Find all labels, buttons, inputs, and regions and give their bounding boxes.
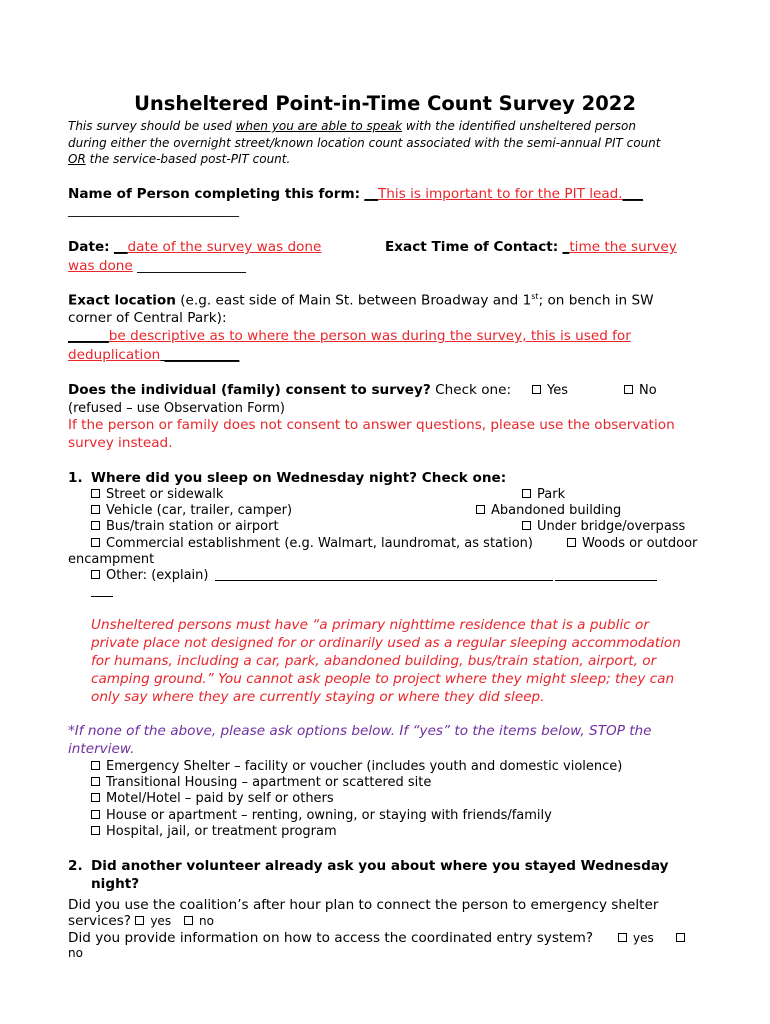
option-abandoned[interactable]: Abandoned building [476, 503, 621, 518]
coalition-no-option[interactable]: no [184, 914, 214, 928]
consent-no-option[interactable]: No [624, 383, 657, 398]
question-2-text-1: Did another volunteer already ask you about where you stayed Wednesday [91, 858, 669, 874]
stop-option-transitional[interactable]: Transitional Housing – apartment or scattered site [91, 775, 431, 790]
checkbox-icon[interactable] [91, 570, 100, 579]
survey-title: Unsheltered Point-in-Time Count Survey 2022 [134, 92, 636, 115]
consent-note-line-1: If the person or family does not consent to answer questions, please use the observation [68, 417, 675, 433]
date-label: Date: [68, 239, 110, 255]
name-label: Name of Person completing this form: [68, 186, 361, 202]
option-bus[interactable]: Bus/train station or airport [91, 519, 279, 534]
intro-line-1: This survey should be used when you are able to speak with the identified unsheltered person [68, 119, 636, 133]
location-label: Exact location [68, 292, 176, 309]
name-field-line[interactable]: _______________________________ [68, 203, 239, 217]
entry-no-checkbox[interactable] [676, 931, 691, 945]
checkbox-icon[interactable] [91, 761, 100, 770]
option-park[interactable]: Park [522, 487, 565, 502]
location-field: Exact location (e.g. east side of Main St. between Broadway and 1st; on bench in SW [68, 292, 654, 309]
consent-note-line-2: survey instead. [68, 435, 173, 451]
stop-option-house[interactable]: House or apartment – renting, owning, or staying with friends/family [91, 808, 552, 823]
checkbox-icon[interactable] [618, 933, 627, 942]
location-hint-line-2[interactable]: deduplication ___________ [68, 347, 240, 363]
entry-yes-option[interactable]: yes [618, 931, 654, 945]
question-1-text: Where did you sleep on Wednesday night? Check one: [91, 470, 507, 486]
checkbox-icon[interactable] [184, 916, 193, 925]
checkbox-icon[interactable] [624, 385, 633, 394]
checkbox-icon[interactable] [91, 810, 100, 819]
checkbox-icon[interactable] [135, 916, 144, 925]
other-explain-line[interactable] [215, 568, 553, 581]
question-2-number: 2. [68, 858, 83, 874]
stop-option-hospital[interactable]: Hospital, jail, or treatment program [91, 824, 337, 839]
option-other[interactable]: Other: (explain) [91, 568, 208, 583]
other-explain-line-2[interactable] [555, 568, 657, 581]
coalition-yes-option[interactable]: yes [135, 914, 171, 928]
checkbox-icon[interactable] [476, 505, 485, 514]
stop-note-1: *If none of the above, please ask options below. If “yes” to the items below, STOP the [68, 723, 652, 739]
stop-option-shelter[interactable]: Emergency Shelter – facility or voucher (includes youth and domestic violence) [91, 759, 622, 774]
coalition-answer: services? yes no [68, 913, 214, 929]
checkbox-icon[interactable] [91, 777, 100, 786]
option-bridge[interactable]: Under bridge/overpass [522, 519, 685, 534]
location-hint[interactable]: ______be descriptive as to where the person was during the survey, this is used for [68, 328, 631, 344]
checkbox-icon[interactable] [522, 489, 531, 498]
time-hint: time the survey [569, 239, 677, 255]
option-woods[interactable]: Woods or outdoor [567, 536, 697, 551]
checkbox-icon[interactable] [91, 521, 100, 530]
definition-note-1: Unsheltered persons must have “a primary nighttime residence that is a public or [91, 617, 649, 633]
time-field[interactable]: Exact Time of Contact: _time the survey [385, 239, 677, 255]
definition-note-5: only say where they are currently staying or where they did sleep. [91, 689, 545, 705]
name-hint: This is important to for the PIT lead. [378, 186, 623, 202]
entry-system-question: Did you provide information on how to access the coordinated entry system? [68, 930, 594, 946]
consent-refused-note: (refused – use Observation Form) [68, 401, 285, 416]
checkbox-icon[interactable] [676, 933, 685, 942]
date-field[interactable]: Date: __date of the survey was done [68, 239, 322, 255]
location-desc-line-2: corner of Central Park): [68, 310, 227, 326]
date-hint: date of the survey was done [127, 239, 322, 255]
option-vehicle[interactable]: Vehicle (car, trailer, camper) [91, 503, 292, 518]
date-field-line-2[interactable]: was done ________________ [68, 258, 246, 274]
definition-note-4: camping ground.” You cannot ask people to project where they might sleep; they can [91, 671, 675, 687]
option-street[interactable]: Street or sidewalk [91, 487, 223, 502]
question-1-number: 1. [68, 470, 83, 486]
question-2-text-2: night? [91, 876, 140, 892]
coalition-question: Did you use the coalition’s after hour plan to connect the person to emergency shelter [68, 897, 659, 913]
checkbox-icon[interactable] [91, 505, 100, 514]
intro-emphasis: when you are able to speak [235, 119, 403, 133]
other-explain-line-3[interactable] [91, 584, 113, 597]
checkbox-icon[interactable] [91, 489, 100, 498]
stop-note-2: interview. [68, 741, 135, 757]
stop-option-motel[interactable]: Motel/Hotel – paid by self or others [91, 791, 334, 806]
checkbox-icon[interactable] [522, 521, 531, 530]
option-commercial[interactable]: Commercial establishment (e.g. Walmart, laundromat, as station) [91, 536, 533, 551]
time-label: Exact Time of Contact: [385, 239, 559, 255]
checkbox-icon[interactable] [567, 538, 576, 547]
consent-yes-option[interactable]: Yes [532, 383, 568, 398]
entry-no-label: no [68, 946, 83, 960]
definition-note-3: for humans, including a car, park, abandoned building, bus/train station, airport, or [91, 653, 657, 669]
name-field[interactable]: Name of Person completing this form: __This is important to for the PIT lead.___ [68, 186, 644, 202]
definition-note-2: private place not designed for or ordinarily used as a regular sleeping accommodation [91, 635, 681, 651]
option-woods-cont: encampment [68, 552, 155, 567]
intro-line-2: during either the overnight street/known location count associated with the semi-annual PIT count [68, 136, 661, 150]
checkbox-icon[interactable] [91, 538, 100, 547]
consent-question: Does the individual (family) consent to survey? Check one: [68, 382, 512, 398]
checkbox-icon[interactable] [532, 385, 541, 394]
checkbox-icon[interactable] [91, 826, 100, 835]
intro-line-3: OR the service-based post-PIT count. [68, 152, 291, 166]
checkbox-icon[interactable] [91, 793, 100, 802]
